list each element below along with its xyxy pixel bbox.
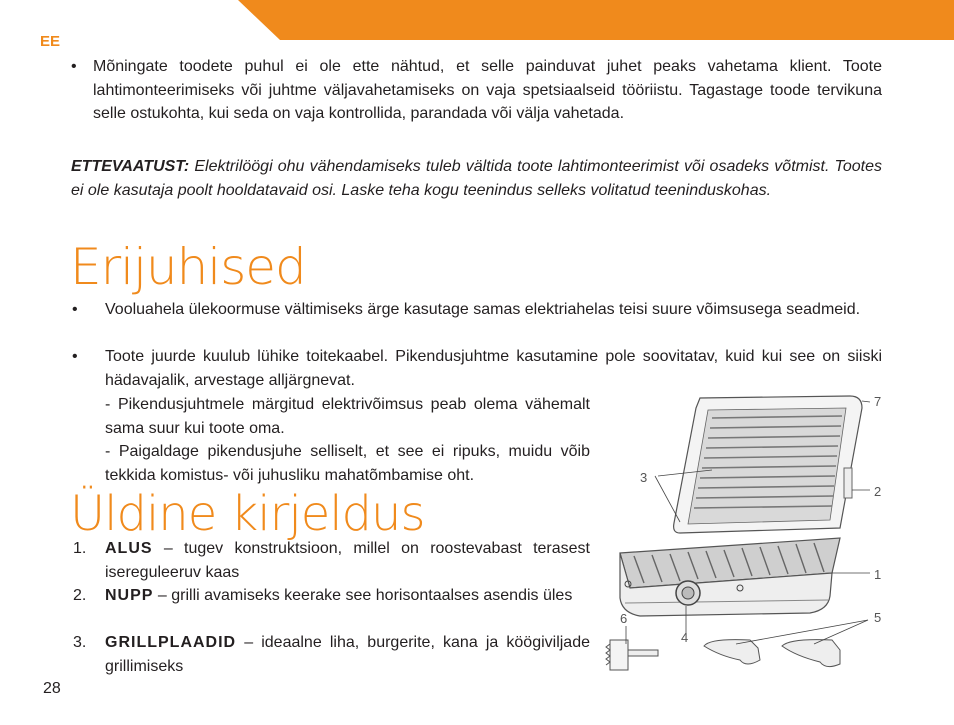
extension-item-2	[72, 345, 882, 392]
caution-text: Elektrilöögi ohu vähendamiseks tuleb vältida toote lahtimonteerimist või osadeks võtmist. Tootes ei ole kasutaja poolt hooldatavaid osi. Laske teha kogu teenindus selleks volitatud teeninduskohas.	[71, 158, 882, 199]
item-label: GRILLPLAADID	[105, 634, 237, 651]
drip-tray-icon	[782, 640, 840, 667]
caution-label: ETTEVAATUST:	[71, 158, 190, 175]
grill-illustration	[600, 388, 900, 678]
page-number: 28	[43, 680, 61, 697]
callout-label-3: 3	[640, 470, 648, 485]
item-number: 2.	[73, 587, 87, 604]
item-number: 1.	[73, 540, 87, 557]
handle-knob-icon	[844, 468, 852, 498]
item-label: NUPP	[105, 587, 154, 604]
extension-item-1-text: Vooluahela ülekoormuse vältimiseks ärge kasutage samas elektriahelas teisi suure võimsusega seadmeid.	[105, 301, 861, 318]
item-text: – tugev konstruktsioon, millel on roostevabast terasest isereguleeruv kaas	[105, 540, 590, 581]
callout-label-4: 4	[681, 630, 689, 645]
bullet-marker: •	[72, 301, 78, 318]
extension-sub-2: - Paigaldage pikendusjuhe selliselt, et see ei ripuks, muidu võib tekkida komistus- või juhusliku mahatõmbamise oht.	[105, 443, 590, 484]
callout-label-1: 1	[874, 567, 882, 582]
bullet-marker: •	[71, 58, 77, 75]
bullet-marker: •	[72, 348, 78, 365]
scraper-tool-icon	[610, 640, 628, 670]
callout-label-6: 6	[620, 611, 628, 626]
item-text: – ideaalne liha, burgerite, kana ja köögiviljade grillimiseks	[105, 634, 590, 675]
item-text: – grilli avamiseks keerake see horisontaalses asendis üles	[153, 587, 573, 604]
extension-sub-1: - Pikendusjuhtmele märgitud elektrivõimsus peab olema vähemalt sama suur kui toote oma.	[105, 396, 590, 437]
item-number: 3.	[73, 634, 87, 651]
description-item-1	[73, 537, 590, 584]
header-accent-bar	[0, 0, 954, 40]
callout-label-7: 7	[874, 394, 882, 409]
caution-paragraph	[71, 155, 882, 202]
description-item-2	[73, 584, 590, 608]
item-label: ALUS	[105, 540, 153, 557]
description-item-3	[73, 631, 590, 678]
extension-item-2-text: Toote juurde kuulub lühike toitekaabel. Pikendusjuhtme kasutamine pole soovitatav, kuid kui see on siiski hädavajalik, arvestage alljärgnevat.	[105, 348, 882, 389]
language-tag: EE	[40, 33, 61, 50]
section-title-general-description: Üldine kirjeldus	[70, 486, 425, 542]
intro-bullet-text: Mõningate toodete puhul ei ole ette nähtud, et selle painduvat juhet peaks vahetama klient. Toote lahtimonteerimiseks või juhtme väljavahetamiseks on vaja spetsiaalseid tööriistu. Tagastage toode tervikuna selle ostukohta, kui seda on vaja kontrollida, parandada või välja vahetada.	[93, 58, 882, 122]
drip-tray-icon	[704, 640, 760, 664]
extension-item-1	[72, 298, 882, 322]
callout-label-2: 2	[874, 484, 882, 499]
intro-bullet-paragraph	[71, 55, 882, 126]
callout-label-5: 5	[874, 610, 882, 625]
section-title-special-instructions: Erijuhised	[70, 238, 306, 296]
